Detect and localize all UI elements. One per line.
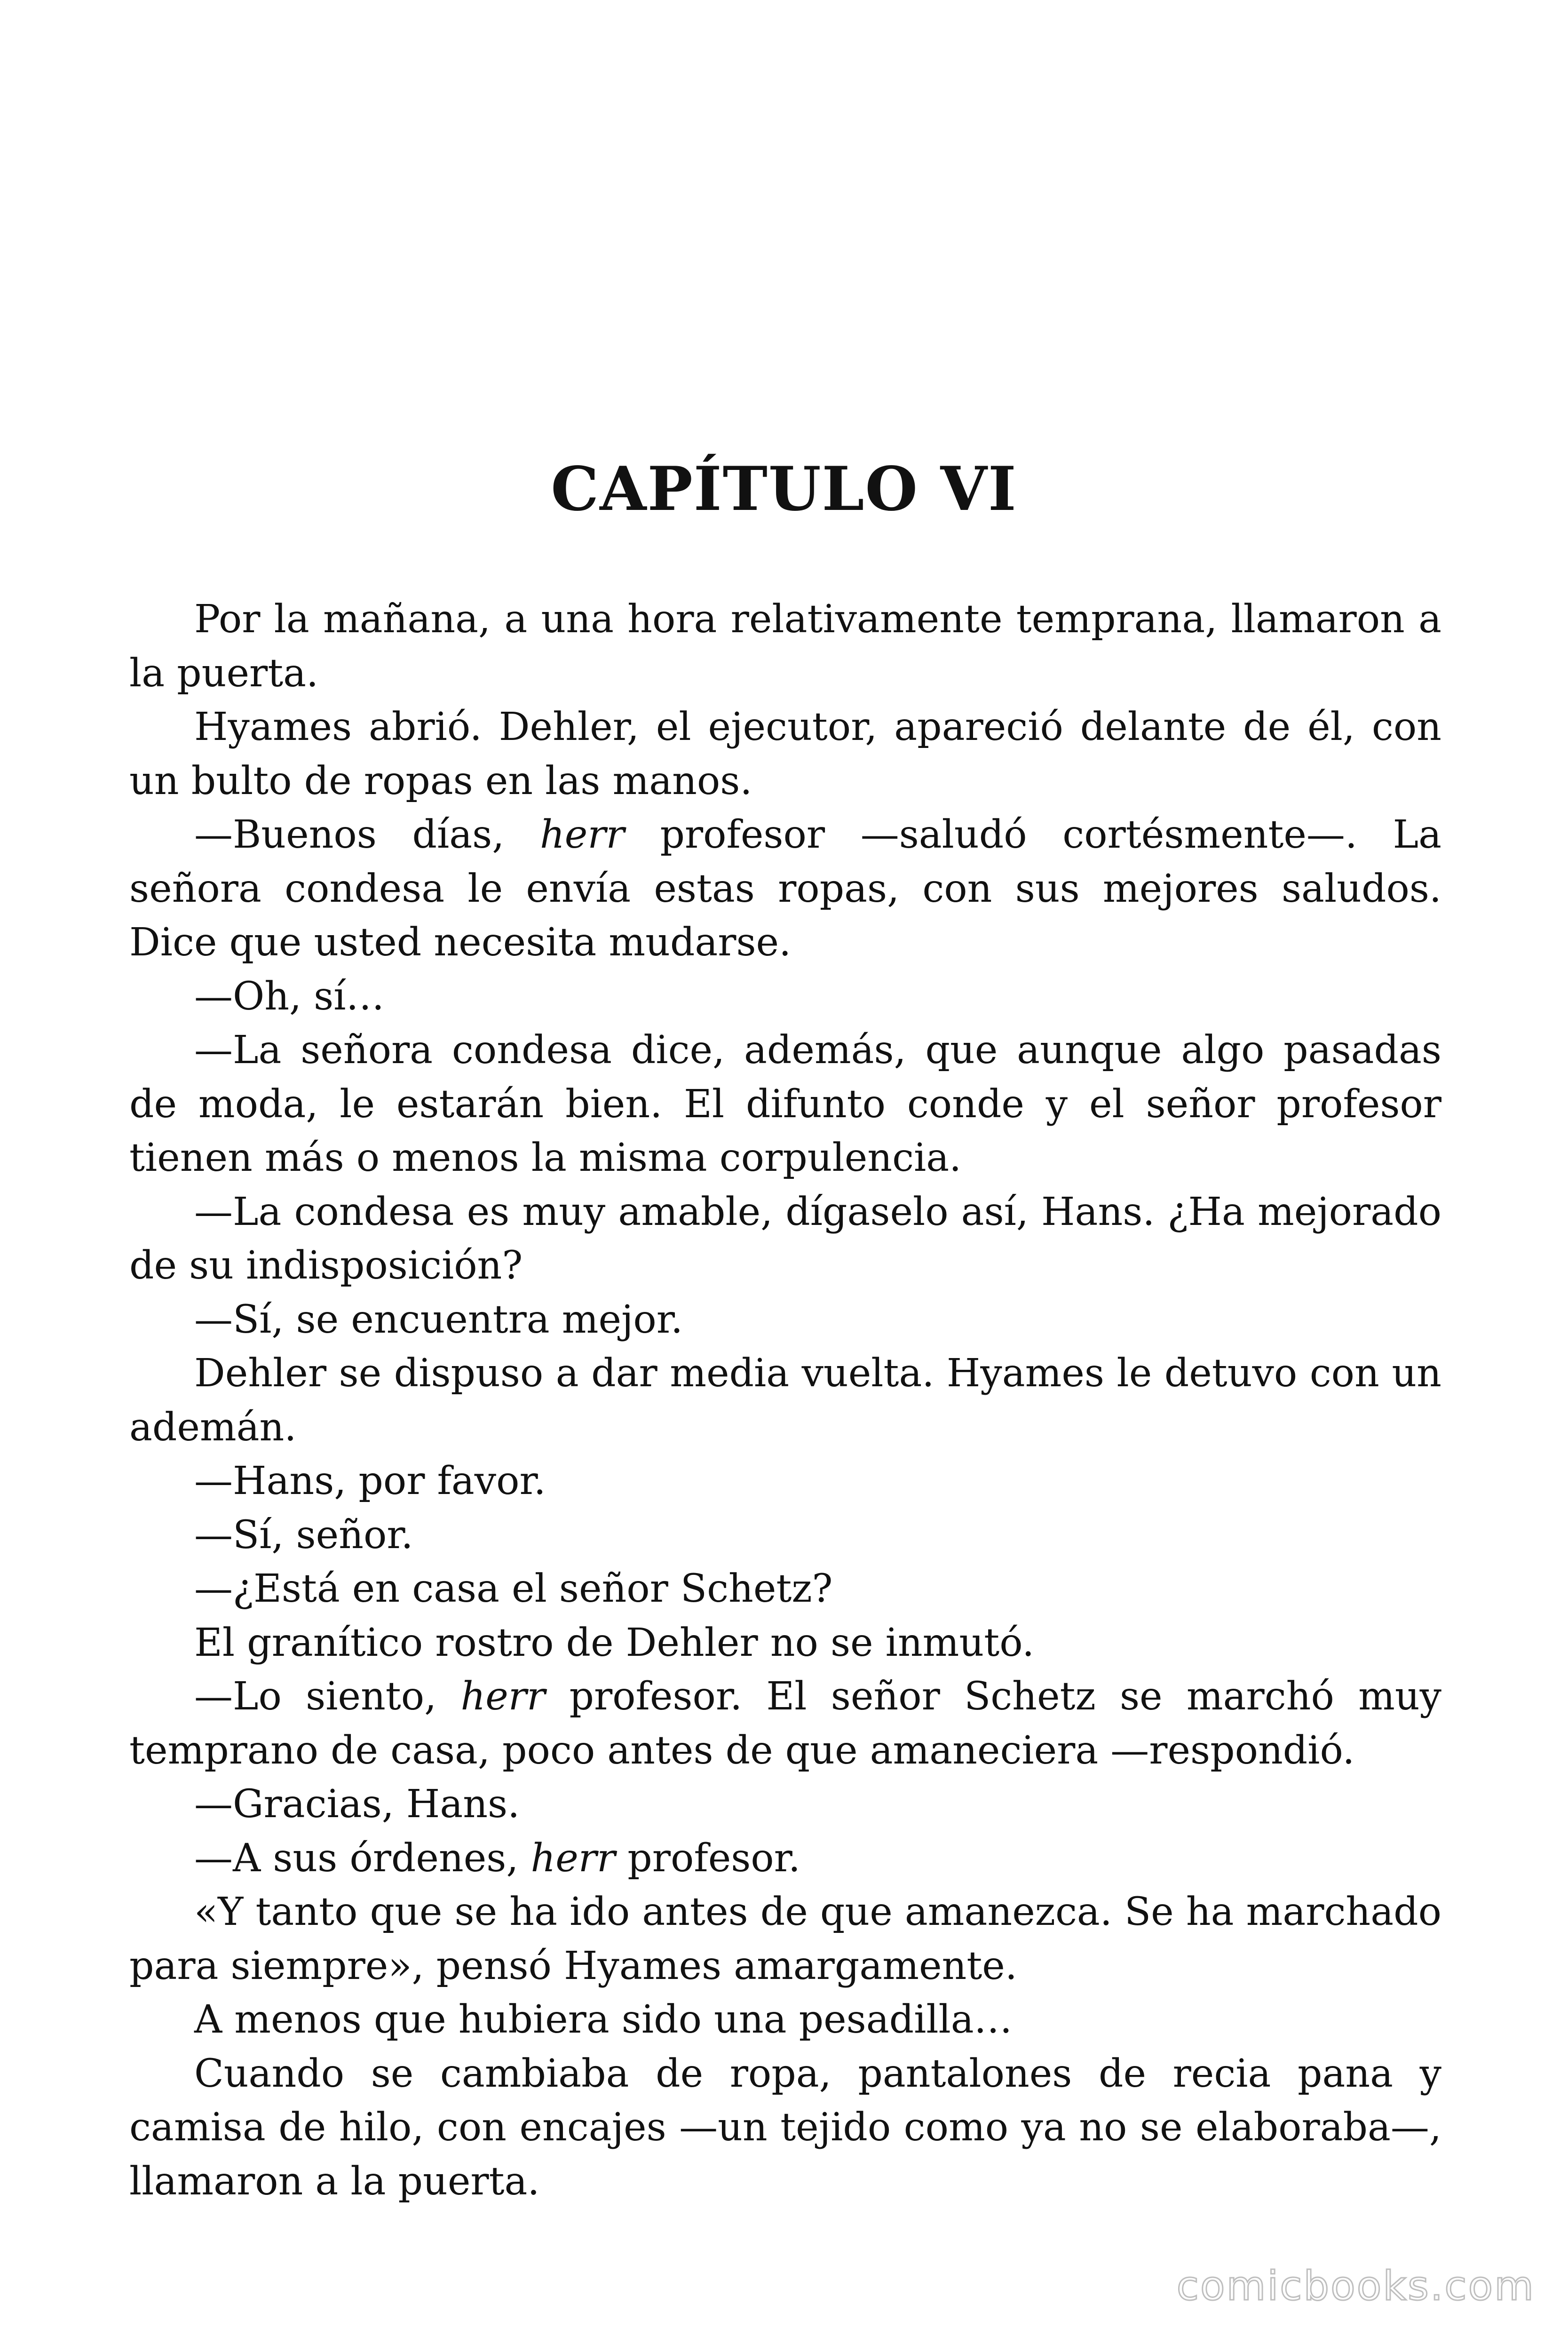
text-run: A menos que hubiera sido una pesadilla… <box>194 1997 1013 2042</box>
paragraph <box>129 1293 1441 1347</box>
paragraph <box>129 1832 1441 1886</box>
text-run: profesor —saludó cortésmente—. La señora condesa le envía estas ropas, con sus mejores saludos. Dice que usted necesita mudarse. <box>129 812 1441 965</box>
text-run: —Lo siento, <box>194 1674 461 1719</box>
chapter-body <box>129 593 1441 2209</box>
paragraph <box>129 970 1441 1024</box>
italic-text: herr <box>531 1836 616 1881</box>
text-run: Por la mañana, a una hora relativamente temprana, llamaron a la puerta. <box>129 597 1441 696</box>
paragraph <box>129 700 1441 808</box>
text-run: Dehler se dispuso a dar media vuelta. Hyames le detuvo con un ademán. <box>129 1351 1441 1450</box>
paragraph <box>129 1562 1441 1616</box>
text-run: El granítico rostro de Dehler no se inmutó. <box>194 1620 1035 1665</box>
paragraph <box>129 1778 1441 1832</box>
text-run: —Gracias, Hans. <box>194 1782 520 1827</box>
paragraph <box>129 1024 1441 1185</box>
text-run: Hyames abrió. Dehler, el ejecutor, apareció delante de él, con un bulto de ropas en las manos. <box>129 705 1441 803</box>
text-run: —Hans, por favor. <box>194 1459 546 1503</box>
text-run: —Sí, se encuentra mejor. <box>194 1297 683 1342</box>
italic-text: herr <box>460 1674 546 1719</box>
paragraph <box>129 1993 1441 2047</box>
chapter-title: CAPÍTULO VI <box>551 454 1017 524</box>
paragraph <box>129 1509 1441 1563</box>
text-run: —Sí, señor. <box>194 1512 413 1557</box>
italic-text: herr <box>540 812 625 857</box>
text-run: Cuando se cambiaba de ropa, pantalones de recia pana y camisa de hilo, con encajes —un tejido como ya no se elaboraba—, llamaron a la puerta. <box>129 2051 1441 2204</box>
paragraph <box>129 593 1441 700</box>
text-run: —La condesa es muy amable, dígaselo así, Hans. ¿Ha mejorado de su indisposición? <box>129 1189 1441 1288</box>
text-run: profesor. El señor Schetz se marchó muy temprano de casa, poco antes de que amaneciera —respondió. <box>129 1674 1442 1773</box>
paragraph <box>129 1885 1441 1993</box>
text-run: «Y tanto que se ha ido antes de que amanezca. Se ha marchado para siempre», pensó Hyames amargamente. <box>129 1890 1441 1988</box>
paragraph <box>129 1616 1441 1670</box>
text-run: —A sus órdenes, <box>194 1836 531 1881</box>
paragraph <box>129 1185 1441 1293</box>
text-run: profesor. <box>615 1836 800 1881</box>
watermark: comicbooks.com <box>1176 2263 1535 2310</box>
text-run: —La señora condesa dice, además, que aunque algo pasadas de moda, le estarán bien. El difunto conde y el señor profesor tienen más o menos la misma corpulencia. <box>129 1028 1441 1180</box>
paragraph <box>129 808 1441 970</box>
paragraph <box>129 1347 1441 1454</box>
paragraph <box>129 2047 1441 2209</box>
text-run: —Buenos días, <box>194 812 540 857</box>
paragraph <box>129 1670 1441 1778</box>
paragraph <box>129 1454 1441 1509</box>
text-run: —Oh, sí… <box>194 974 385 1019</box>
text-run: —¿Está en casa el señor Schetz? <box>194 1566 833 1611</box>
